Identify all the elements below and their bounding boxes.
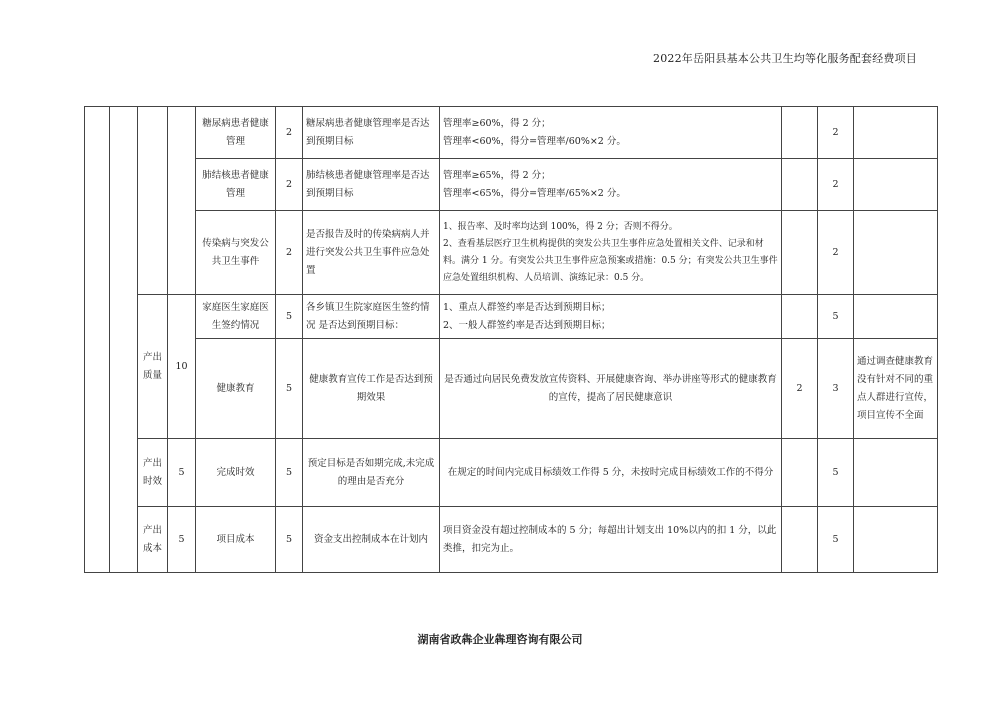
blank-col-1 [85, 107, 110, 573]
content-cell: 糖尿病患者健康管理率是否达到预期目标 [303, 107, 440, 159]
table-row [85, 107, 938, 159]
content-cell: 是否报告及时的传染病病人并进行突发公共卫生事件应急处置 [303, 211, 440, 295]
category-cell: 产出时效 [138, 439, 168, 507]
reason-cell [854, 507, 938, 573]
reason-cell [854, 439, 938, 507]
category-weight-cell: 10 [168, 295, 196, 439]
score-cell: 2 [818, 211, 854, 295]
weight-cell: 2 [276, 159, 303, 211]
deduct-cell [782, 507, 818, 573]
criteria-cell: 项目资金没有超过控制成本的 5 分；每超出计划支出 10%以内的扣 1 分，以此类推，扣完为止。 [440, 507, 782, 573]
score-cell: 2 [818, 159, 854, 211]
deduct-cell: 2 [782, 339, 818, 439]
blank-category-cell [138, 107, 168, 295]
indicator-cell: 肺结核患者健康管理 [196, 159, 276, 211]
category-weight-cell: 5 [168, 507, 196, 573]
blank-col-2 [110, 107, 138, 573]
table-row [85, 295, 938, 339]
score-cell: 5 [818, 439, 854, 507]
indicator-cell: 传染病与突发公共卫生事件 [196, 211, 276, 295]
table-row [85, 439, 938, 507]
score-cell: 5 [818, 295, 854, 339]
criteria-cell: 管理率≥65%，得 2 分； 管理率<65%，得分=管理率/65%×2 分。 [440, 159, 782, 211]
deduct-cell [782, 211, 818, 295]
reason-cell [854, 159, 938, 211]
weight-cell: 5 [276, 439, 303, 507]
category-cell: 产出成本 [138, 507, 168, 573]
table-row [85, 211, 938, 295]
content-cell: 预定目标是否如期完成,未完成的理由是否充分 [303, 439, 440, 507]
deduct-cell [782, 107, 818, 159]
evaluation-table [84, 106, 938, 573]
indicator-cell: 项目成本 [196, 507, 276, 573]
weight-cell: 5 [276, 507, 303, 573]
indicator-cell: 家庭医生家庭医生签约情况 [196, 295, 276, 339]
criteria-cell: 是否通过向居民免费发放宣传资料、开展健康咨询、举办讲座等形式的健康教育的宣传，提高了居民健康意识 [440, 339, 782, 439]
score-cell: 3 [818, 339, 854, 439]
weight-cell: 2 [276, 107, 303, 159]
table-row [85, 507, 938, 573]
indicator-cell: 完成时效 [196, 439, 276, 507]
page-header: 2022年岳阳县基本公共卫生均等化服务配套经费项目 [653, 52, 917, 65]
reason-cell [854, 295, 938, 339]
content-cell: 资金支出控制成本在计划内 [303, 507, 440, 573]
page-footer: 湖南省政犇企业犇理咨询有限公司 [417, 633, 583, 646]
indicator-cell: 糖尿病患者健康管理 [196, 107, 276, 159]
content-cell: 各乡镇卫生院家庭医生签约情况 是否达到预期目标： [303, 295, 440, 339]
criteria-cell: 在规定的时间内完成目标绩效工作得 5 分，未按时完成目标绩效工作的不得分 [440, 439, 782, 507]
weight-cell: 5 [276, 339, 303, 439]
criteria-cell: 1、重点人群签约率是否达到预期目标； 2、一般人群签约率是否达到预期目标； [440, 295, 782, 339]
weight-cell: 2 [276, 211, 303, 295]
indicator-cell: 健康教育 [196, 339, 276, 439]
reason-cell [854, 211, 938, 295]
category-weight-cell: 5 [168, 439, 196, 507]
weight-cell: 5 [276, 295, 303, 339]
table-row [85, 159, 938, 211]
score-cell: 2 [818, 107, 854, 159]
score-cell: 5 [818, 507, 854, 573]
deduct-cell [782, 159, 818, 211]
reason-cell: 通过调查健康教育没有针对不同的重点人群进行宣传，项目宣传不全面 [854, 339, 938, 439]
content-cell: 肺结核患者健康管理率是否达到预期目标 [303, 159, 440, 211]
category-cell: 产出质量 [138, 295, 168, 439]
content-cell: 健康教育宣传工作是否达到预期效果 [303, 339, 440, 439]
reason-cell [854, 107, 938, 159]
criteria-cell: 1、报告率、及时率均达到 100%，得 2 分；否则不得分。 2、查看基层医疗卫生机构提供的突发公共卫生事件应急处置相关文件、记录和材料。满分 1 分。有突发公共卫生事件应急预案或措施：0.5 分；有突发公共卫生事件应急处置组织机构、人员培训、演练记录：0.5 分。 [440, 211, 782, 295]
deduct-cell [782, 439, 818, 507]
blank-category-weight-cell [168, 107, 196, 295]
table-row [85, 339, 938, 439]
deduct-cell [782, 295, 818, 339]
criteria-cell: 管理率≥60%，得 2 分； 管理率<60%，得分=管理率/60%×2 分。 [440, 107, 782, 159]
